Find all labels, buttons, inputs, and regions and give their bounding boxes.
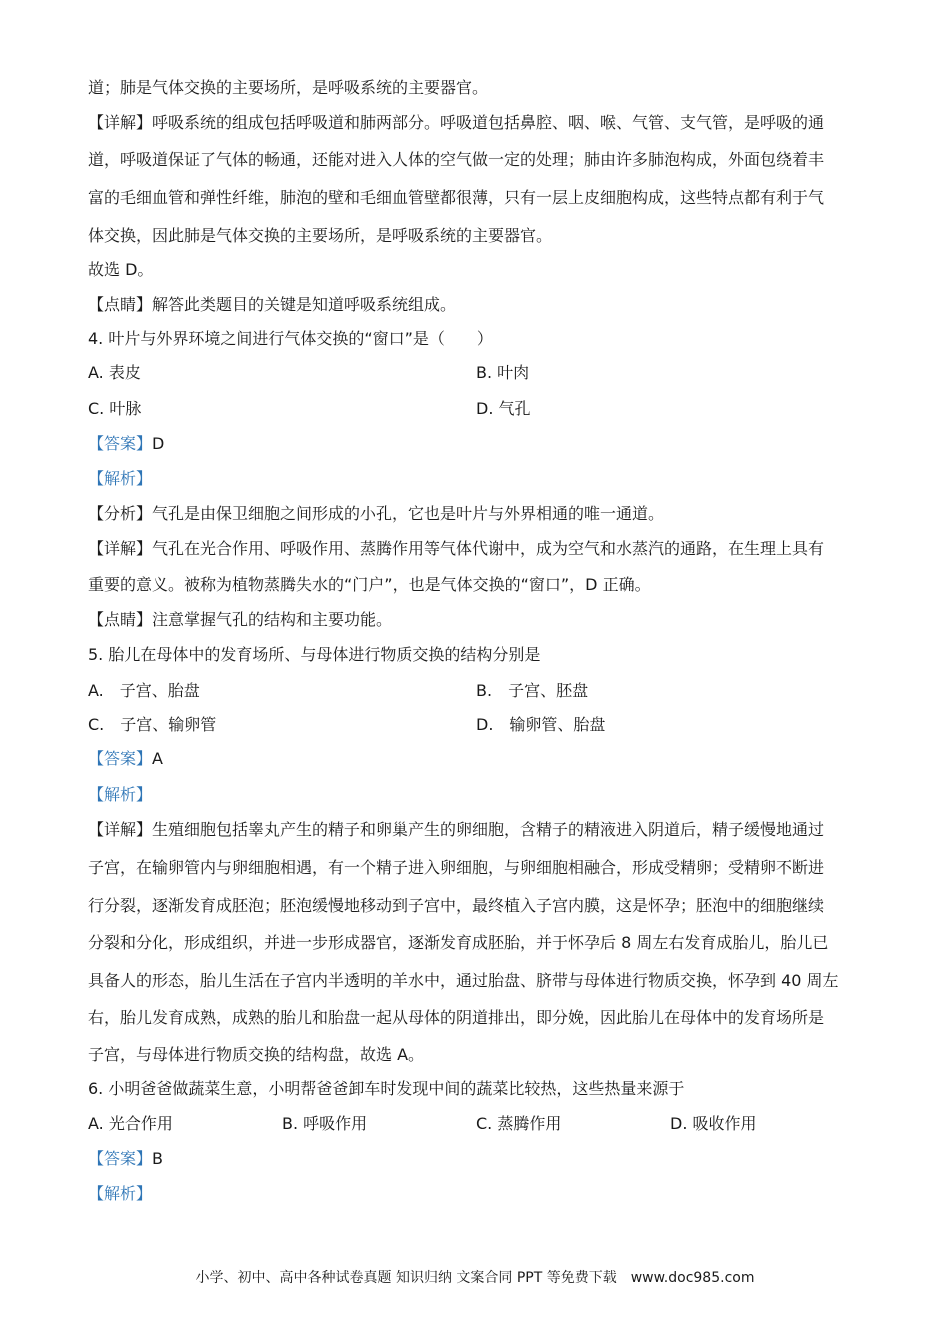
question-4-stem: 4. 叶片与外界环境之间进行气体交换的“窗口”是（ ）	[88, 329, 493, 348]
q4-analysis-label: 【解析】	[88, 469, 153, 488]
q5-detail-line: 分裂和分化，形成组织，并进一步形成器官，逐渐发育成胚胎，并于怀孕后 8 周左右发育成胎儿，胎儿已	[88, 933, 829, 952]
q4-option-d: D. 气孔	[476, 399, 531, 418]
answer-value: D	[152, 434, 165, 453]
q5-detail-line: 具备人的形态，胎儿生活在子宫内半透明的羊水中，通过胎盘、脐带与母体进行物质交换，怀孕到 40 周左	[88, 971, 839, 990]
question-5-stem: 5. 胎儿在母体中的发育场所、与母体进行物质交换的结构分别是	[88, 645, 541, 664]
page-footer: 小学、初中、高中各种试卷真题 知识归纳 文案合同 PPT 等免费下载 www.doc985.com	[195, 1270, 755, 1286]
answer-label: 【答案】	[88, 434, 153, 453]
q5-answer	[88, 748, 163, 770]
q4-option-c: C. 叶脉	[88, 399, 142, 418]
detail-line: 富的毛细血管和弹性纤维，肺泡的壁和毛细血管壁都很薄，只有一层上皮细胞构成，这些特点都有利于气	[88, 188, 825, 207]
q5-detail-line: 子宫，与母体进行物质交换的结构盘，故选 A。	[88, 1045, 425, 1064]
q4-answer	[88, 433, 164, 455]
q4-detail-line: 重要的意义。被称为植物蒸腾失水的“门户”，也是气体交换的“窗口”，D 正确。	[88, 575, 651, 594]
answer-label: 【答案】	[88, 749, 153, 768]
q6-analysis-label: 【解析】	[88, 1184, 153, 1203]
q5-detail-line: 右，胎儿发育成熟，成熟的胎儿和胎盘一起从母体的阴道排出，即分娩，因此胎儿在母体中的发育场所是	[88, 1008, 825, 1027]
q4-detail-line: 【详解】气孔在光合作用、呼吸作用、蒸腾作用等气体代谢中，成为空气和水蒸汽的通路，在生理上具有	[88, 539, 825, 558]
q6-option-c: C. 蒸腾作用	[476, 1114, 562, 1133]
q5-option-d: D. 输卵管、胎盘	[476, 715, 606, 734]
q5-detail-line: 行分裂，逐渐发育成胚泡；胚泡缓慢地移动到子宫中，最终植入子宫内膜，这是怀孕；胚泡中的细胞继续	[88, 896, 825, 915]
question-6-stem: 6. 小明爸爸做蔬菜生意，小明帮爸爸卸车时发现中间的蔬菜比较热，这些热量来源于	[88, 1079, 685, 1098]
q4-fenxi: 【分析】气孔是由保卫细胞之间形成的小孔，它也是叶片与外界相通的唯一通道。	[88, 504, 665, 523]
q5-option-b: B. 子宫、胚盘	[476, 681, 589, 700]
detail-line: 道，呼吸道保证了气体的畅通，还能对进入人体的空气做一定的处理；肺由许多肺泡构成，外面包绕着丰	[88, 150, 825, 169]
q5-option-c: C. 子宫、输卵管	[88, 715, 217, 734]
dianjing-line: 【点睛】解答此类题目的关键是知道呼吸系统组成。	[88, 295, 457, 314]
q4-dianjing: 【点睛】注意掌握气孔的结构和主要功能。	[88, 610, 393, 629]
q6-option-a: A. 光合作用	[88, 1114, 173, 1133]
q5-detail-line: 子宫，在输卵管内与卵细胞相遇，有一个精子进入卵细胞，与卵细胞相融合，形成受精卵；受精卵不断进	[88, 858, 825, 877]
q6-option-b: B. 呼吸作用	[282, 1114, 368, 1133]
q5-analysis-label: 【解析】	[88, 785, 153, 804]
q5-detail-line: 【详解】生殖细胞包括睾丸产生的精子和卵巢产生的卵细胞，含精子的精液进入阴道后，精子缓慢地通过	[88, 820, 825, 839]
answer-value: B	[152, 1149, 163, 1168]
q4-option-a: A. 表皮	[88, 363, 141, 382]
q5-option-a: A. 子宫、胎盘	[88, 681, 200, 700]
q6-answer	[88, 1148, 163, 1170]
q4-option-b: B. 叶肉	[476, 363, 530, 382]
choice-line: 故选 D。	[88, 260, 154, 279]
answer-label: 【答案】	[88, 1149, 153, 1168]
q6-option-d: D. 吸收作用	[670, 1114, 757, 1133]
text-line: 道；肺是气体交换的主要场所，是呼吸系统的主要器官。	[88, 78, 489, 97]
detail-line: 体交换，因此肺是气体交换的主要场所，是呼吸系统的主要器官。	[88, 226, 553, 245]
detail-line: 【详解】呼吸系统的组成包括呼吸道和肺两部分。呼吸道包括鼻腔、咽、喉、气管、支气管，是呼吸的通	[88, 113, 825, 132]
answer-value: A	[152, 749, 163, 768]
